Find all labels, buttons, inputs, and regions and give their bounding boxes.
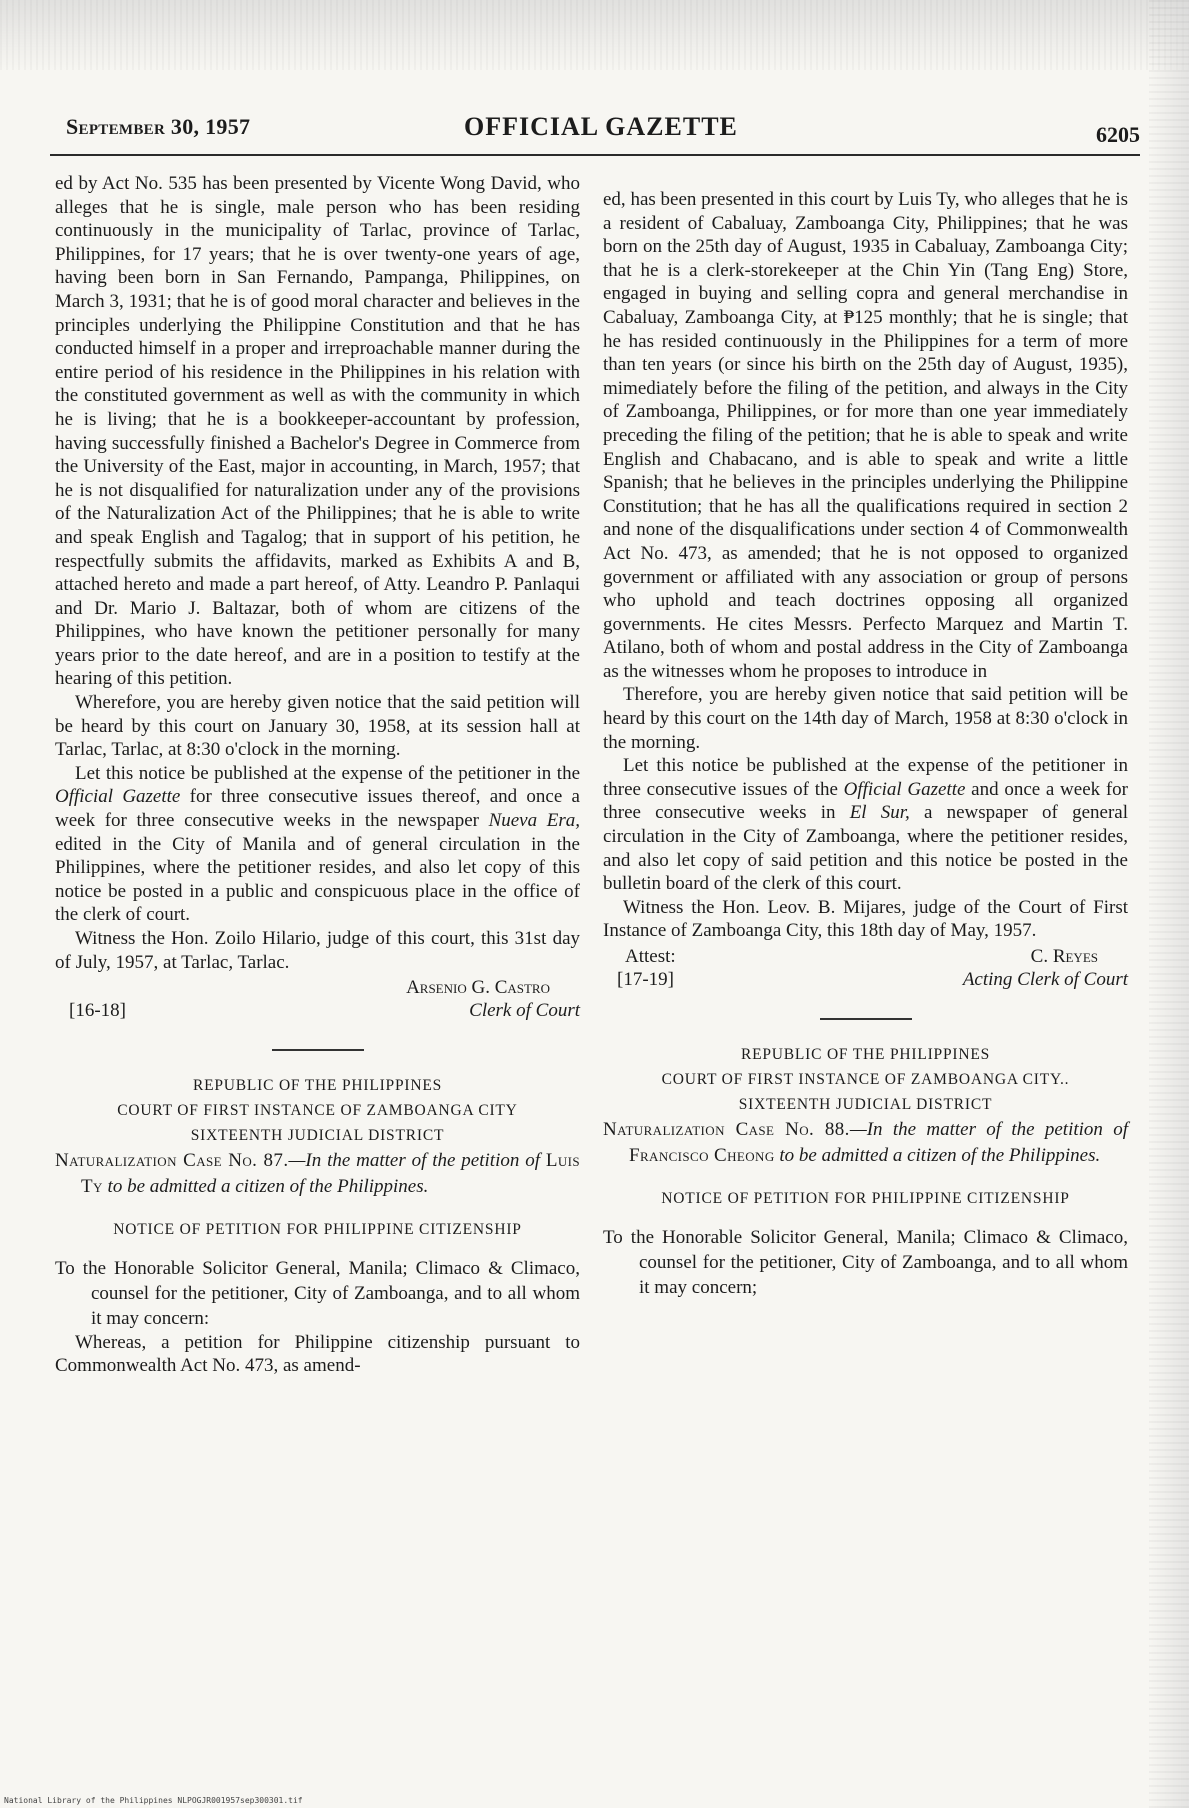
left-to-block: To the Honorable Solicitor General, Manila; Climaco & Climaco, counsel for the petitioner, City of Zamboanga, and to all whom it may concern:: [55, 1257, 580, 1329]
right-signer-name: C. Reyes: [1030, 946, 1098, 967]
left-paragraph-2: Wherefore, you are hereby given notice that the said petition will be heard by this court on January 30, 1958, at its session hall at Tarlac, Tarlac, at 8:30 o'clock in the morning.: [55, 692, 580, 761]
left-column: [55, 172, 580, 1378]
page-header: [66, 104, 1140, 152]
right-to-block: To the Honorable Solicitor General, Manila; Climaco & Climaco, counsel for the petitioner, City of Zamboanga, and to all whom it may concern;: [603, 1226, 1128, 1298]
right-signature: [603, 945, 1128, 992]
right-column: [603, 188, 1128, 1300]
left-paragraph-1: ed by Act No. 535 has been presented by Vicente Wong David, who alleges that he is single, male person who has been residing continuously in the municipality of Tarlac, province of Tarlac, Philippines, for 17 years; that he is over twenty-one years of age, having been born in San Fernando, Pampanga, Philippines, on March 3, 1931; that he is of good moral character and believes in the principles underlying the Philippine Constitution and that he has conducted himself in a proper and irreproachable manner during the entire period of his residence in the Philippines in his relation with the constituted government as well as with the community in which he is living; that he is a bookkeeper-accountant by profession, having successfully finished a Bachelor's Degree in Commerce from the University of the East, major in accounting, in March, 1957; that he is not disqualified for naturalization under any of the provisions of the Naturalization Act of the Philippines; that he is able to write and speak English and Tagalog; that in support of his petition, he respectfully submits the affidavits, marked as Exhibits A and B, attached hereto and made a part hereof, of Atty. Leandro P. Panlaqui and Dr. Mario J. Baltazar, both of whom are citizens of the Philippines, who have known the petitioner personally for many years prior to the date hereof, and are in a position to testify at the hearing of this petition.: [55, 173, 580, 690]
left-case-title: Naturalization Case No. 87.—In the matter of the petition of Luis Ty to be admitted a citizen of the Philippines.: [55, 1150, 581, 1198]
header-title: OFFICIAL GAZETTE: [464, 112, 738, 141]
header-rule: [50, 154, 1140, 156]
right-paragraph-4: Witness the Hon. Leov. B. Mijares, judge of the Court of First Instance of Zamboanga City, this 18th day of May, 1957.: [603, 896, 1128, 942]
right-court-line-2: COURT OF FIRST INSTANCE OF ZAMBOANGA CITY..: [661, 1071, 1070, 1088]
left-court-line-3: SIXTEENTH JUDICIAL DISTRICT: [190, 1127, 445, 1145]
left-whereas: Whereas, a petition for Philippine citizenship pursuant to Commonwealth Act No. 473, as amend-: [55, 1331, 580, 1377]
left-court-heading: [55, 1073, 580, 1148]
header-page-number: 6205: [1096, 122, 1140, 147]
right-court-line-3: SIXTEENTH JUDICIAL DISTRICT: [738, 1096, 993, 1113]
left-court-line-1: REPUBLIC OF THE PHILIPPINES: [192, 1077, 443, 1095]
left-signature: [55, 976, 580, 1023]
left-notice-heading: NOTICE OF PETITION FOR PHILIPPINE CITIZENSHIP: [113, 1221, 522, 1239]
right-divider: [820, 1018, 912, 1020]
scan-noise-right: [1149, 0, 1189, 1808]
right-issue-numbers: [17-19]: [617, 969, 674, 990]
right-court-heading: [603, 1042, 1128, 1117]
left-signer-title: Clerk of Court: [469, 1000, 580, 1022]
left-signer-name: Arsenio G. Castro: [406, 977, 550, 999]
header-date: September 30, 1957: [66, 114, 251, 139]
scan-noise-top: [0, 0, 1189, 70]
left-paragraph-4: Witness the Hon. Zoilo Hilario, judge of this court, this 31st day of July, 1957, at Tarlac, Tarlac.: [55, 928, 580, 973]
left-court-line-2: COURT OF FIRST INSTANCE OF ZAMBOANGA CITY: [117, 1102, 518, 1120]
right-attest-label: Attest:: [625, 946, 676, 967]
scan-credit: National Library of the Philippines NLPOGJR001957sep300301.tif: [4, 1796, 303, 1805]
right-court-line-1: REPUBLIC OF THE PHILIPPINES: [740, 1046, 991, 1063]
right-paragraph-1: ed, has been presented in this court by Luis Ty, who alleges that he is a resident of Cabaluay, Zamboanga City, Philippines; that he was born on the 25th day of August, 1935 in Cabaluay, Zamboanga City; that he is a clerk-storekeeper at the Chin Yin (Tang Eng) Store, engaged in buying and selling copra and general merchandise in Cabaluay, Zamboanga City, at ₱125 monthly; that he is single; that he has resided continuously in the Philippines for a term of more than ten years (or since his birth on the 25th day of August, 1935), mimediately before the filing of the petition, and always in the City of Zamboanga, Philippines, or for more than one year immediately preceding the filing of the petition; that he is able to speak and write English and Chabacano, and is able to speak and write a little Spanish; that he believes in the principles underlying the Philippine Constitution; that he has all the qualifications required in section 2 and none of the disqualifications under section 4 of Commonwealth Act No. 473, as amended; that he is not opposed to organized government or affiliated with any association or group of persons who uphold and teach doctrines opposing all organized governments. He cites Messrs. Perfecto Marquez and Martin T. Atilano, both of whom and postal address in the City of Zamboanga as the witnesses whom he proposes to introduce in: [603, 189, 1128, 682]
right-case-title: Naturalization Case No. 88.—In the matter of the petition of Francisco Cheong to be admitted a citizen of the Philippines.: [603, 1119, 1129, 1166]
right-signer-title: Acting Clerk of Court: [962, 969, 1128, 990]
left-paragraph-3: Let this notice be published at the expense of the petitioner in the Official Gazette for three consecutive issues thereof, and once a week for three consecutive weeks in the newspaper Nueva Era, edited in the City of Manila and of general circulation in the Philippines, where the petitioner resides, and also let copy of this notice be posted in a public and conspicuous place in the office of the clerk of court.: [55, 762, 580, 926]
right-paragraph-2: Therefore, you are hereby given notice that said petition will be heard by this court on the 14th day of March, 1958 at 8:30 o'clock in the morning.: [603, 684, 1128, 753]
left-divider: [272, 1049, 364, 1051]
right-notice-heading: NOTICE OF PETITION FOR PHILIPPINE CITIZENSHIP: [661, 1190, 1070, 1207]
right-paragraph-3: Let this notice be published at the expense of the petitioner in three consecutive issues of the Official Gazette and once a week for three consecutive weeks in El Sur, a newspaper of general circulation in the City of Zamboanga, where the petitioner resides, and also let copy of said petition and this notice be posted in the bulletin board of the clerk of this court.: [603, 755, 1129, 895]
left-issue-numbers: [16-18]: [69, 1000, 126, 1022]
